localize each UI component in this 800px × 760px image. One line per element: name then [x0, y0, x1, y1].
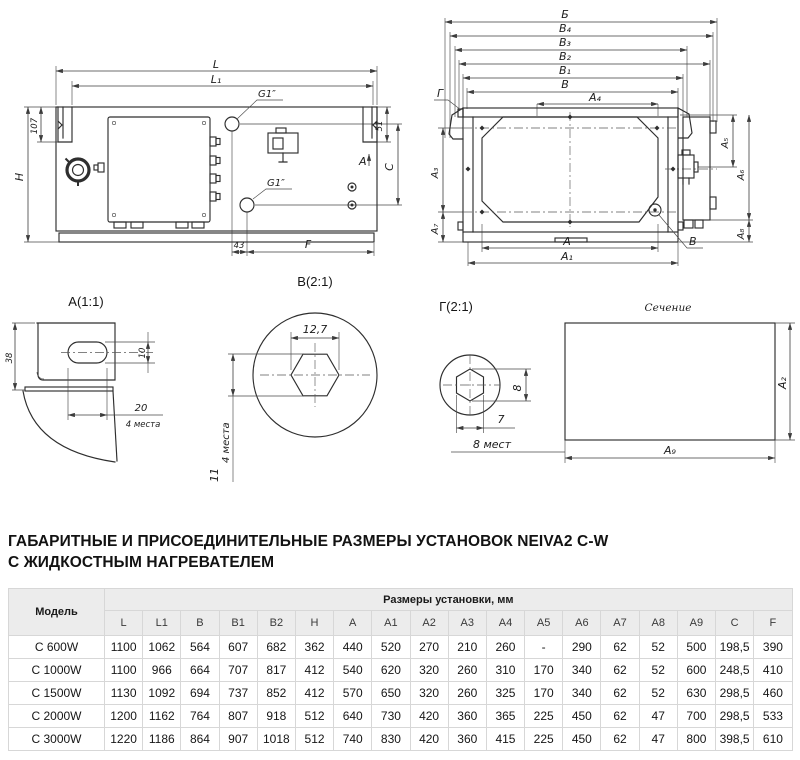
detail-g-extension-lines: [457, 369, 532, 433]
dim-cell: 210: [448, 636, 486, 659]
dim-column-header: A9: [677, 611, 715, 636]
dim-column-header: L: [105, 611, 143, 636]
detail-a-title: А(1:1): [68, 294, 104, 309]
detail-g-dimension-lines: [457, 369, 527, 428]
dim-cell: 1062: [143, 636, 181, 659]
dim-cell: 260: [448, 682, 486, 705]
g1-connection-bottom: [240, 189, 292, 212]
g-callout-label: Г: [437, 87, 444, 100]
dim-cell: 62: [601, 682, 639, 705]
right-hook-bracket: [678, 108, 692, 138]
dim-cell: 325: [486, 682, 524, 705]
dim-cell: 907: [219, 728, 257, 751]
dim-cell: 570: [334, 682, 372, 705]
dim-cell: 340: [563, 659, 601, 682]
dim-cell: 460: [754, 682, 792, 705]
dim-cell: 600: [677, 659, 715, 682]
dim-cell: 415: [486, 728, 524, 751]
dim-cell: 410: [754, 659, 792, 682]
dim-cell: 62: [601, 659, 639, 682]
dim-cell: 198,5: [716, 636, 754, 659]
dim-label-H: H: [13, 172, 26, 182]
detail-b-title: В(2:1): [297, 274, 333, 289]
group-header-row: [9, 589, 793, 611]
dim-cell: 564: [181, 636, 219, 659]
dim-cell: 412: [295, 659, 333, 682]
dim-cell: 398,5: [716, 728, 754, 751]
dim-label-8: 8: [511, 384, 524, 392]
dim-cell: 1092: [143, 682, 181, 705]
dim-cell: 62: [601, 705, 639, 728]
dim-header-row: [9, 611, 793, 636]
dim-cell: 864: [181, 728, 219, 751]
dim-cell: 225: [525, 728, 563, 751]
dim-cell: 740: [334, 728, 372, 751]
dim-cell: 47: [639, 728, 677, 751]
dim-label-10: 10: [138, 347, 148, 359]
dim-label-A8: A₈: [736, 228, 747, 240]
dim-cell: 1100: [105, 636, 143, 659]
dim-label-L1: L₁: [210, 73, 222, 86]
detail-g-drawing: [415, 295, 565, 465]
dim-column-header: A3: [448, 611, 486, 636]
section-extension-lines: [565, 323, 795, 463]
detail-a-dimension-lines: [15, 323, 148, 415]
model-cell: C 2000W: [9, 705, 105, 728]
dim-cell: 260: [448, 659, 486, 682]
view-a-label: A: [359, 155, 367, 168]
dim-cell: 764: [181, 705, 219, 728]
corner-bolt-icon: [649, 204, 661, 216]
model-header: Модель: [9, 589, 105, 636]
dim-cell: 270: [410, 636, 448, 659]
dim-cell: 817: [257, 659, 295, 682]
dim-cell: 1220: [105, 728, 143, 751]
dim-cell: 540: [334, 659, 372, 682]
detail-b-places-label: 4 места: [221, 422, 232, 463]
detail-b-drawing: [205, 270, 395, 485]
dim-label-L: L: [212, 58, 220, 71]
dim-label-43: 43: [233, 241, 245, 251]
dim-cell: 362: [295, 636, 333, 659]
page-title: [8, 531, 788, 573]
dim-cell: 694: [181, 682, 219, 705]
dim-cell: 412: [295, 682, 333, 705]
dim-column-header: A8: [639, 611, 677, 636]
dim-cell: 520: [372, 636, 410, 659]
dim-column-header: A1: [372, 611, 410, 636]
dim-label-C: C: [383, 163, 396, 171]
dim-cell: 650: [372, 682, 410, 705]
dim-cell: 320: [410, 659, 448, 682]
dim-label-107: 107: [30, 117, 40, 135]
top-extension-lines: [438, 18, 753, 266]
page-title-line1: ГАБАРИТНЫЕ И ПРИСОЕДИНИТЕЛЬНЫЕ РАЗМЕРЫ УСТАНОВОК NEIVA2 C-W: [8, 533, 609, 550]
dim-cell: 700: [677, 705, 715, 728]
heater-connection-box: [678, 117, 716, 228]
dim-cell: 390: [754, 636, 792, 659]
dim-cell: 420: [410, 728, 448, 751]
detail-g-title: Г(2:1): [439, 299, 473, 314]
dim-column-header: B1: [219, 611, 257, 636]
page-title-line2: С ЖИДКОСТНЫМ НАГРЕВАТЕЛЕМ: [8, 554, 275, 571]
dim-cell: 707: [219, 659, 257, 682]
model-cell: C 1500W: [9, 682, 105, 705]
dim-column-header: B: [181, 611, 219, 636]
dim-cell: 52: [639, 659, 677, 682]
dim-cell: 630: [677, 682, 715, 705]
mounting-bracket: [23, 323, 153, 462]
dim-cell: 533: [754, 705, 792, 728]
dim-cell: 47: [639, 705, 677, 728]
dimensions-table: [8, 588, 793, 751]
group-header: Размеры установки, мм: [105, 589, 793, 611]
dim-label-A2: A₂: [776, 377, 789, 389]
dim-cell: 620: [372, 659, 410, 682]
dim-cell: 966: [143, 659, 181, 682]
dim-label-7: 7: [497, 413, 505, 426]
dim-label-A1: A₁: [561, 250, 573, 263]
dim-cell: 62: [601, 728, 639, 751]
dim-cell: 512: [295, 728, 333, 751]
dim-cell: 852: [257, 682, 295, 705]
dim-cell: -: [525, 636, 563, 659]
dim-cell: 52: [639, 636, 677, 659]
dim-cell: 500: [677, 636, 715, 659]
front-extension-lines: [24, 66, 402, 256]
dim-label-F: F: [304, 238, 312, 251]
dim-label-51: 51: [375, 120, 385, 132]
model-cell: C 600W: [9, 636, 105, 659]
table-body: [9, 636, 793, 751]
dim-cell: 682: [257, 636, 295, 659]
dim-column-header: H: [295, 611, 333, 636]
dim-cell: 440: [334, 636, 372, 659]
dim-cell: 737: [219, 682, 257, 705]
dim-cell: 225: [525, 705, 563, 728]
g-callout-leader: [434, 100, 461, 110]
dim-cell: 730: [372, 705, 410, 728]
thermostat-icon: [268, 128, 298, 162]
dim-label-B4: B₄: [559, 22, 571, 35]
g1-bottom-label: G1″: [267, 178, 285, 189]
model-cell: C 3000W: [9, 728, 105, 751]
drain-port-icon: [66, 159, 90, 187]
section-title: Сечение: [644, 302, 692, 314]
dim-column-header: A7: [601, 611, 639, 636]
cable-gland-icons: [94, 137, 220, 228]
left-hook-bracket: [449, 108, 463, 139]
dim-label-20: 20: [134, 403, 148, 414]
dim-cell: 248,5: [716, 659, 754, 682]
dim-cell: 1162: [143, 705, 181, 728]
dim-cell: 298,5: [716, 682, 754, 705]
detail-g-places-label: 8 мест: [473, 438, 512, 451]
dim-label-A5: A₅: [720, 137, 731, 149]
detail-a-places-label: 4 места: [125, 420, 161, 430]
dim-label-A4: A₄: [589, 91, 601, 104]
dim-cell: 512: [295, 705, 333, 728]
dim-cell: 170: [525, 659, 563, 682]
table-row: [9, 636, 793, 659]
dim-cell: 1018: [257, 728, 295, 751]
dim-cell: 450: [563, 728, 601, 751]
dim-cell: 1100: [105, 659, 143, 682]
dim-label-11: 11: [208, 468, 221, 482]
model-cell: C 1000W: [9, 659, 105, 682]
b-callout-label: B: [689, 235, 697, 248]
g1-connection-top: [225, 100, 283, 131]
hex-bolt-detail: [440, 355, 500, 415]
dim-column-header: F: [754, 611, 792, 636]
dim-cell: 360: [448, 728, 486, 751]
detail-a-drawing: [5, 290, 180, 475]
valve-fitting-icon: [678, 150, 698, 184]
dim-column-header: B2: [257, 611, 295, 636]
section-drawing: [555, 295, 800, 470]
section-dimension-lines: [565, 323, 790, 458]
dim-cell: 170: [525, 682, 563, 705]
dim-cell: 340: [563, 682, 601, 705]
dim-cell: 320: [410, 682, 448, 705]
dim-label-B1: B₁: [559, 64, 571, 77]
dim-cell: 298,5: [716, 705, 754, 728]
dim-cell: 807: [219, 705, 257, 728]
dim-cell: 640: [334, 705, 372, 728]
dim-cell: 800: [677, 728, 715, 751]
dim-cell: 1130: [105, 682, 143, 705]
dim-column-header: A2: [410, 611, 448, 636]
dim-column-header: L1: [143, 611, 181, 636]
dim-cell: 607: [219, 636, 257, 659]
dim-column-header: A5: [525, 611, 563, 636]
dim-cell: 664: [181, 659, 219, 682]
dim-label-B3: B₃: [559, 36, 571, 49]
dim-label-B: B: [561, 78, 569, 91]
dim-cell: 918: [257, 705, 295, 728]
table-row: [9, 682, 793, 705]
dim-cell: 360: [448, 705, 486, 728]
front-view-drawing: [10, 55, 410, 270]
dim-cell: 450: [563, 705, 601, 728]
dim-label-12-7: 12,7: [302, 323, 328, 336]
table-row: [9, 705, 793, 728]
dim-label-B-cyr: Б: [561, 8, 569, 21]
panel-bolt-markers: [466, 115, 676, 225]
dim-column-header: A4: [486, 611, 524, 636]
dim-column-header: C: [716, 611, 754, 636]
dim-cell: 830: [372, 728, 410, 751]
dim-cell: 290: [563, 636, 601, 659]
unit-body-top: [449, 108, 717, 242]
section-outline: [565, 323, 775, 440]
dim-label-A: A: [563, 235, 571, 248]
dim-cell: 610: [754, 728, 792, 751]
dim-cell: 52: [639, 682, 677, 705]
dim-label-A3: A₃: [430, 167, 441, 179]
dim-cell: 365: [486, 705, 524, 728]
dim-cell: 260: [486, 636, 524, 659]
g1-top-label: G1″: [258, 89, 276, 100]
dim-label-B2: B₂: [559, 50, 571, 63]
dim-label-38: 38: [5, 352, 15, 364]
dim-cell: 62: [601, 636, 639, 659]
dim-cell: 310: [486, 659, 524, 682]
dim-column-header: A6: [563, 611, 601, 636]
dim-column-header: A: [334, 611, 372, 636]
dim-label-A7: A₇: [430, 223, 441, 235]
dim-cell: 1200: [105, 705, 143, 728]
detail-b-dimension-lines: [233, 338, 339, 396]
dim-label-A9: A₉: [664, 444, 676, 457]
dim-cell: 1186: [143, 728, 181, 751]
top-view-drawing: [415, 5, 800, 270]
dim-label-A6: A₆: [736, 169, 747, 181]
table-row: [9, 659, 793, 682]
junction-box: [94, 117, 220, 228]
dim-cell: 420: [410, 705, 448, 728]
table-row: [9, 728, 793, 751]
